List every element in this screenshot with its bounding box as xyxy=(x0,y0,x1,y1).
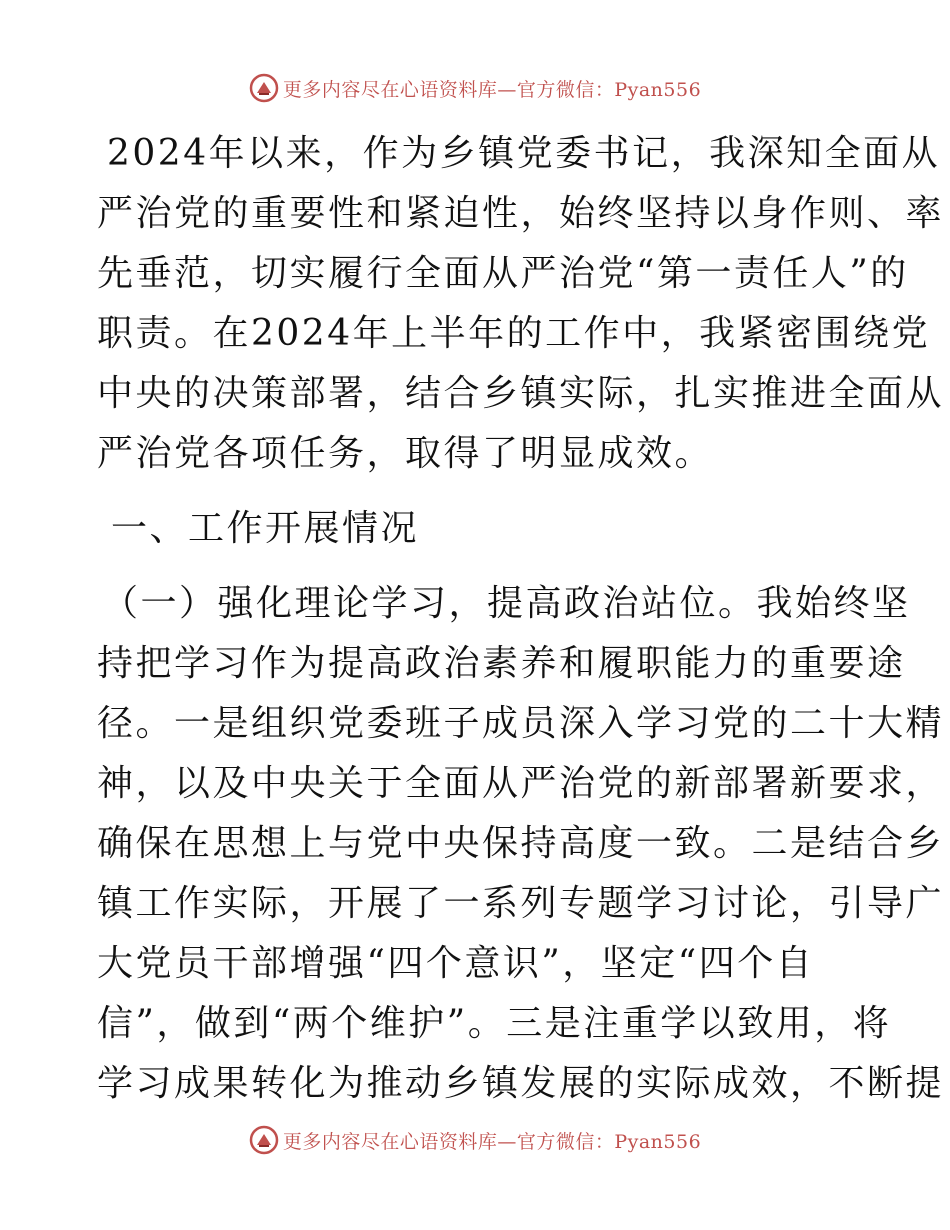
book-logo-icon xyxy=(249,73,279,103)
text-line: 径。一是组织党委班子成员深入学习党的二十大精 xyxy=(97,703,945,744)
document-body xyxy=(97,124,945,1114)
section-heading xyxy=(97,499,857,559)
text-line: 确保在思想上与党中央保持高度一致。二是结合乡 xyxy=(97,823,945,864)
text-line: 镇工作实际，开展了一系列专题学习讨论，引导广 xyxy=(97,883,945,924)
body-paragraph xyxy=(97,574,945,1114)
text-line: 先垂范，切实履行全面从严治党“第一责任人”的 xyxy=(97,253,909,294)
text-line: 严治党的重要性和紧迫性，始终坚持以身作则、率 xyxy=(97,193,945,234)
book-logo-icon xyxy=(249,1125,279,1155)
text-line: 中央的决策部署，结合乡镇实际，扎实推进全面从 xyxy=(97,373,945,414)
watermark-text: 更多内容尽在心语资料库—官方微信：Pyan556 xyxy=(282,1130,702,1153)
text-line: 大党员干部增强“四个意识”，坚定“四个自 xyxy=(97,943,815,984)
text-line: 神，以及中央关于全面从严治党的新部署新要求， xyxy=(97,763,945,804)
intro-paragraph xyxy=(97,124,945,484)
heading-line: 一、工作开展情况 xyxy=(111,508,420,549)
watermark-banner-top xyxy=(0,68,950,108)
watermark-text: 更多内容尽在心语资料库—官方微信：Pyan556 xyxy=(282,78,702,101)
text-line: 2024年以来，作为乡镇党委书记，我深知全面从 xyxy=(107,133,941,174)
text-line: 信”，做到“两个维护”。三是注重学以致用，将 xyxy=(97,1003,892,1044)
watermark-banner-bottom xyxy=(0,1120,950,1160)
text-line: 职责。在2024年上半年的工作中，我紧密围绕党 xyxy=(97,313,931,354)
text-line: 学习成果转化为推动乡镇发展的实际成效，不断提 xyxy=(97,1063,945,1104)
text-line: 持把学习作为提高政治素养和履职能力的重要途 xyxy=(97,643,906,684)
text-line: 严治党各项任务，取得了明显成效。 xyxy=(97,433,714,474)
text-line: （一）强化理论学习，提高政治站位。我始终坚 xyxy=(102,583,911,624)
